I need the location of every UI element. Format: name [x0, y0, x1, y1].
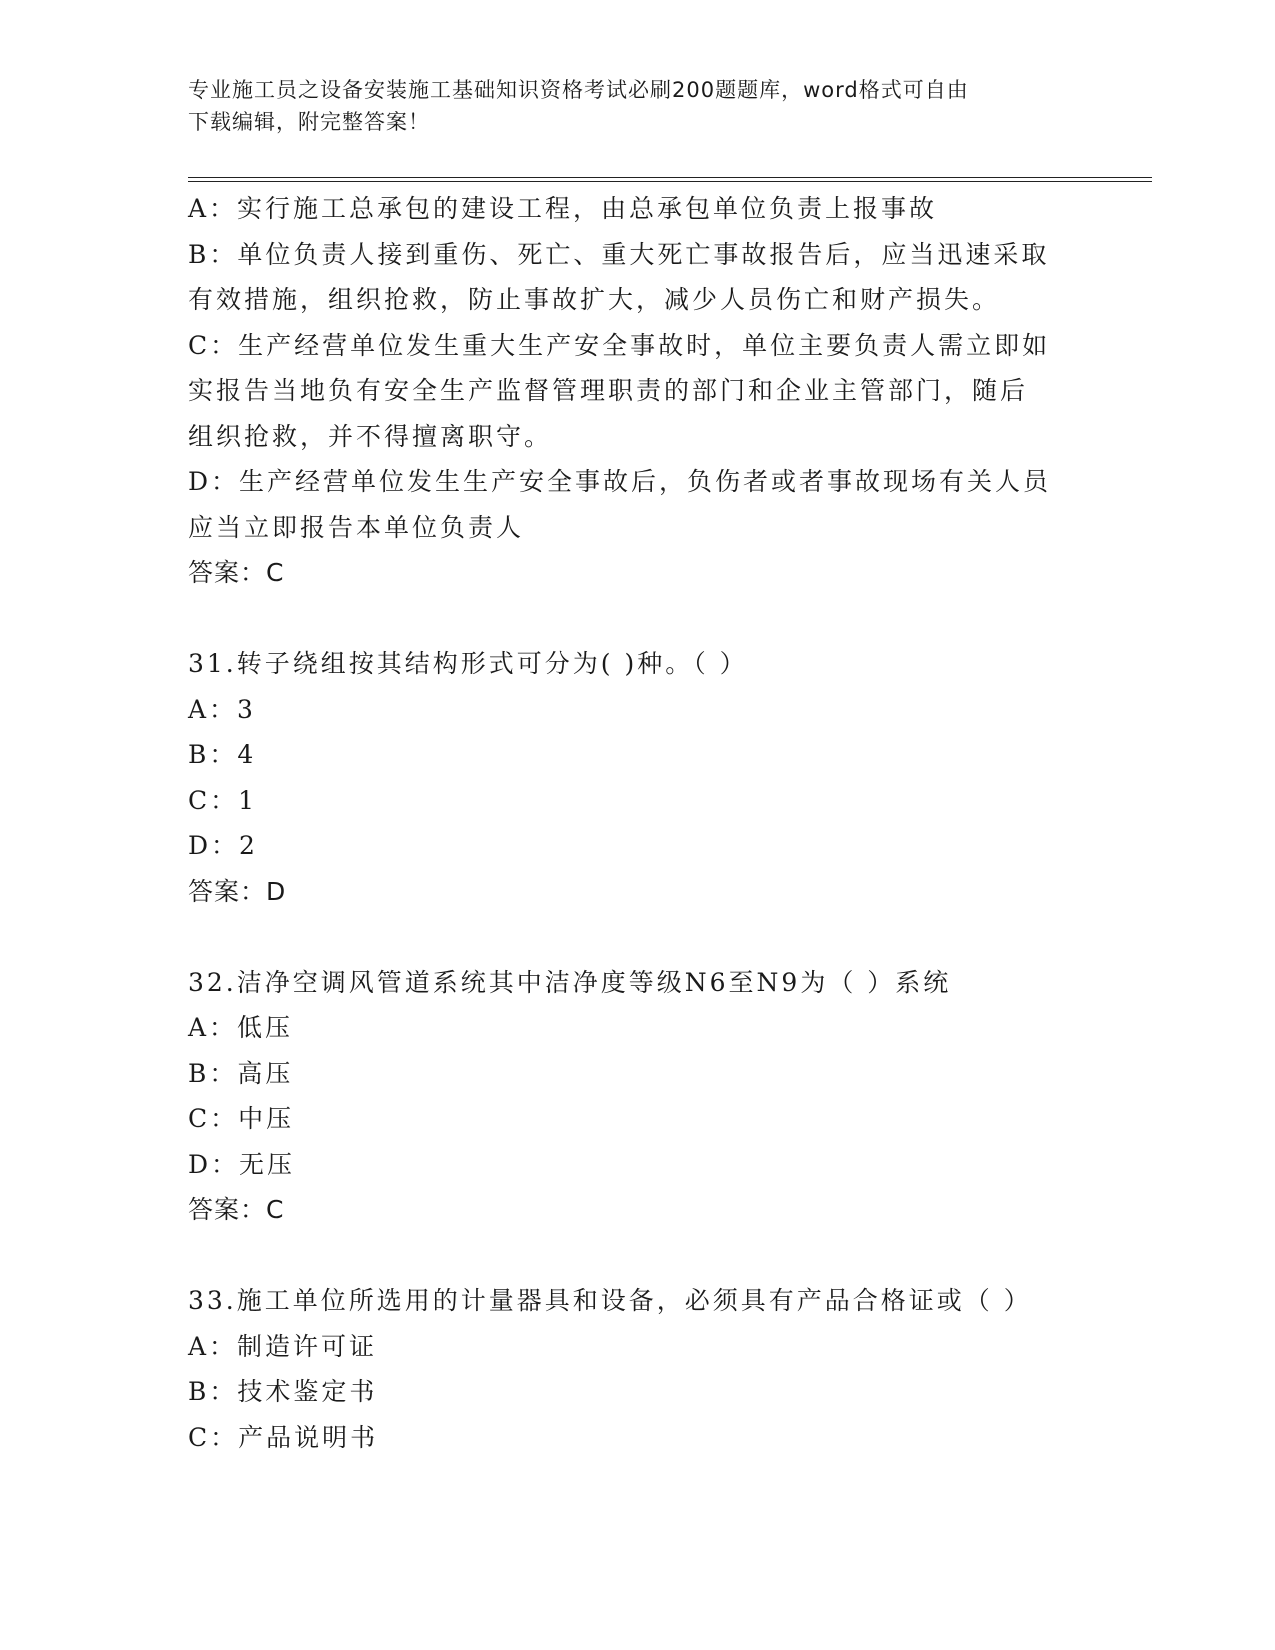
- question-stem: 32.洁净空调风管道系统其中洁净度等级N6至N9为（ ）系统: [188, 967, 952, 997]
- option-d: D：生产经营单位发生生产安全事故后，负伤者或者事故现场有关人员: [188, 467, 1052, 496]
- option-c: C：中压: [188, 1104, 295, 1133]
- option-d: D：2: [188, 831, 258, 860]
- document-header: [188, 74, 1068, 138]
- option-d: D：无压: [188, 1149, 296, 1179]
- option-c: C：生产经营单位发生重大生产安全事故时，单位主要负责人需立即如: [188, 330, 1051, 360]
- spacer: [188, 914, 1088, 960]
- spacer: [188, 1233, 1088, 1279]
- option-a: A：制造许可证: [188, 1331, 378, 1361]
- option-d-cont: 应当立即报告本单位负责人: [188, 512, 525, 542]
- option-c: C：1: [188, 785, 258, 815]
- answer-label: 答案：D: [188, 876, 287, 906]
- header-title-line2: 下载编辑，附完整答案！: [188, 110, 430, 134]
- question-30-continued: [188, 186, 1088, 596]
- option-b: B：4: [188, 740, 257, 769]
- question-stem: 33.施工单位所选用的计量器具和设备，必须具有产品合格证或（ ）: [188, 1286, 1032, 1315]
- question-32: [188, 960, 1088, 1233]
- question-list: [188, 186, 1088, 1460]
- option-b: B：技术鉴定书: [188, 1377, 378, 1406]
- option-a: A：低压: [188, 1013, 294, 1042]
- spacer: [188, 596, 1088, 642]
- option-c-cont: 组织抢救，并不得擅离职守。: [188, 421, 553, 451]
- question-stem: 31.转子绕组按其结构形式可分为( )种。（ ）: [188, 649, 748, 678]
- option-c: C：产品说明书: [188, 1422, 379, 1452]
- option-b-cont: 有效措施，组织抢救，防止事故扩大，减少人员伤亡和财产损失。: [188, 285, 1001, 314]
- header-title-line1: 专业施工员之设备安装施工基础知识资格考试必刷200题题库，word格式可自由: [188, 78, 969, 102]
- answer-label: 答案：C: [188, 558, 285, 587]
- option-a: A：3: [188, 694, 256, 724]
- header-double-rule: [188, 177, 1152, 182]
- question-31: [188, 641, 1088, 914]
- option-b: B：高压: [188, 1058, 294, 1088]
- question-33: [188, 1278, 1088, 1460]
- option-b: B：单位负责人接到重伤、死亡、重大死亡事故报告后，应当迅速采取: [188, 239, 1050, 269]
- answer-label: 答案：C: [188, 1195, 285, 1224]
- option-c-cont: 实报告当地负有安全生产监督管理职责的部门和企业主管部门，随后: [188, 376, 1029, 405]
- option-a: A：实行施工总承包的建设工程，由总承包单位负责上报事故: [188, 194, 938, 223]
